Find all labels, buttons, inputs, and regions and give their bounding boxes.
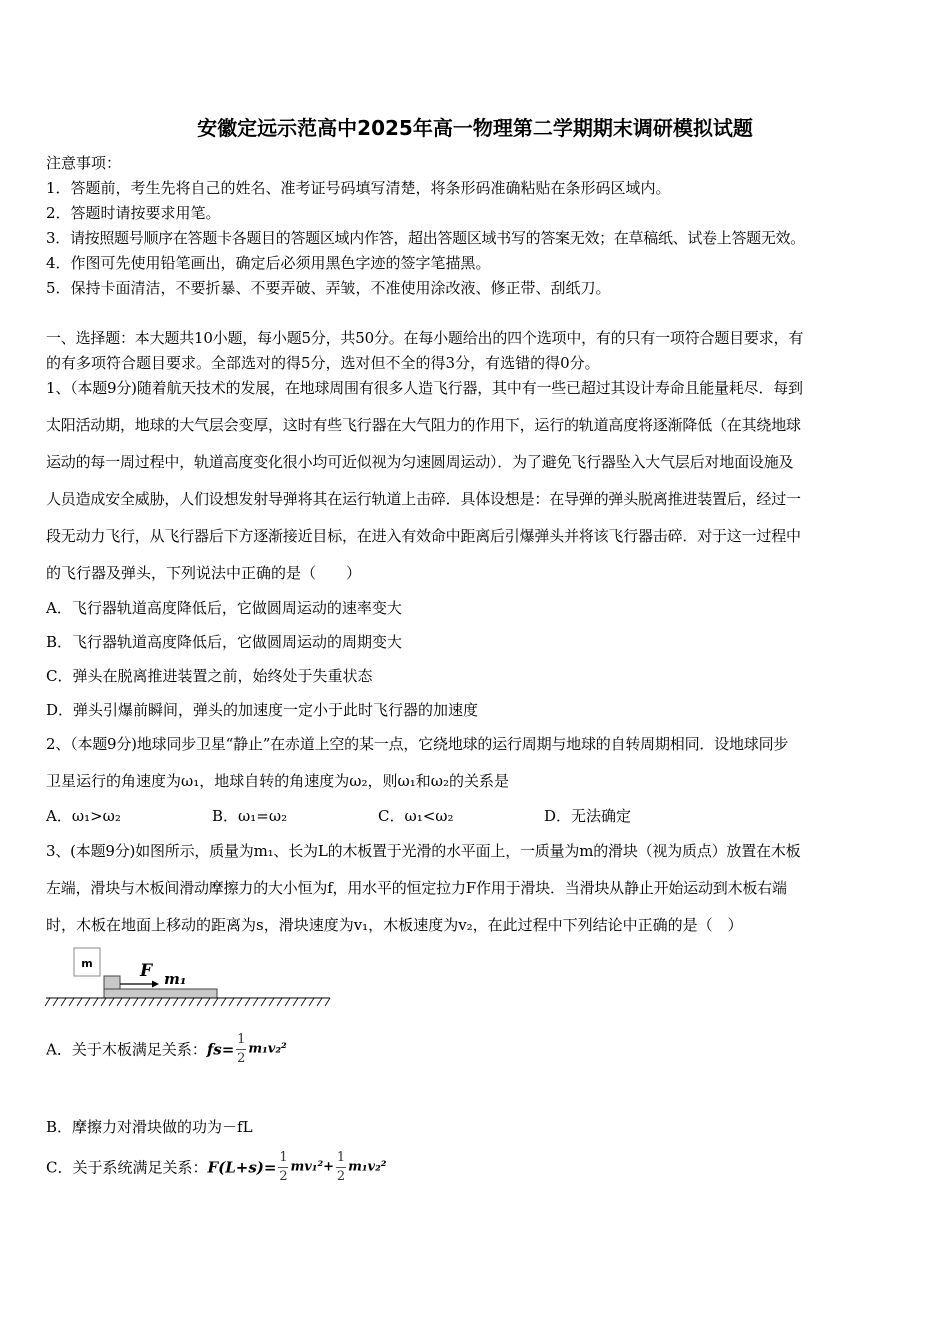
question-1-option-d: D．弹头引爆前瞬间，弹头的加速度一定小于此时飞行器的加速度 — [46, 701, 479, 719]
option-a-rhs: m₁v₂² — [248, 1041, 287, 1057]
option-c-term2: m₁v₂² — [348, 1159, 387, 1175]
option-c-lhs: F(L+s)= — [207, 1158, 277, 1177]
block-board-diagram — [44, 946, 334, 1010]
wooden-board — [104, 989, 217, 998]
question-3-text: 时，木板在地面上移动的距离为s，滑块速度为v₁，木板速度为v₂，在此过程中下列结论中正确的是（ ） — [46, 916, 743, 934]
question-3-option-a — [46, 1032, 287, 1067]
question-1-text: 段无动力飞行，从飞行器后下方逐渐接近目标，在进入有效命中距离后引爆弹头并将该飞行器击碎．对于这一过程中 — [46, 527, 801, 545]
question-2-option-a: A．ω₁>ω₂ — [46, 807, 121, 825]
fraction — [236, 1032, 246, 1067]
notice-item: 4．作图可先使用铅笔画出，确定后必须用黑色字迹的签字笔描黑。 — [46, 254, 491, 272]
notice-item: 3．请按照题号顺序在答题卡各题目的答题区域内作答，超出答题区域书写的答案无效；在草稿纸、试卷上答题无效。 — [46, 229, 805, 247]
fraction-numerator: 1 — [336, 1150, 346, 1165]
option-c-term1: mv₁²+ — [290, 1159, 335, 1175]
question-3-text: 左端，滑块与木板间滑动摩擦力的大小恒为f，用水平的恒定拉力F作用于滑块．当滑块从静止开始运动到木板右端 — [46, 879, 787, 897]
section-heading: 的有多项符合题目要求。全部选对的得5分，选对但不全的得3分，有选错的得0分。 — [46, 354, 600, 372]
slider-block — [104, 976, 120, 989]
option-c-prefix: C．关于系统满足关系： — [46, 1158, 208, 1177]
question-3-option-b: B．摩擦力对滑块做的功为－fL — [46, 1118, 253, 1136]
question-1-text: 1、（本题9分)随着航天技术的发展，在地球周围有很多人造飞行器，其中有一些已超过其设计寿命且能量耗尽．每到 — [46, 379, 803, 397]
question-2-option-d: D．无法确定 — [544, 807, 632, 825]
notice-heading: 注意事项： — [46, 154, 122, 172]
question-1-option-b: B．飞行器轨道高度降低后，它做圆周运动的周期变大 — [46, 633, 403, 651]
question-2-text: 卫星运行的角速度为ω₁，地球自转的角速度为ω₂，则ω₁和ω₂的关系是 — [46, 772, 509, 790]
question-3-option-c — [46, 1150, 386, 1185]
question-2-option-b: B．ω₁=ω₂ — [212, 807, 288, 825]
fraction-denominator: 2 — [279, 1169, 288, 1184]
ground-hatching — [45, 998, 330, 1006]
page-title: 安徽定远示范高中2025年高一物理第二学期期末调研模拟试题 — [197, 116, 753, 140]
question-2-option-c: C．ω₁<ω₂ — [378, 807, 454, 825]
section-heading: 一、选择题：本大题共10小题，每小题5分，共50分。在每小题给出的四个选项中，有的只有一项符合题目要求，有 — [46, 329, 804, 347]
question-1-text: 人员造成安全威胁，人们设想发射导弹将其在运行轨道上击碎．具体设想是：在导弹的弹头脱离推进装置后，经过一 — [46, 490, 801, 508]
question-1-text: 的飞行器及弹头，下列说法中正确的是（ ） — [46, 564, 362, 582]
fraction-denominator: 2 — [336, 1169, 346, 1184]
question-1-text: 运动的每一周过程中，轨道高度变化很小均可近似视为匀速圆周运动）．为了避免飞行器坠入大气层后对地面设施及 — [46, 453, 794, 471]
force-arrowhead-icon — [152, 981, 159, 988]
option-a-lhs: fs= — [206, 1040, 235, 1059]
notice-item: 2．答题时请按要求用笔。 — [46, 204, 221, 222]
question-1-option-c: C．弹头在脱离推进装置之前，始终处于失重状态 — [46, 667, 373, 685]
force-label: F — [140, 961, 153, 981]
question-1-option-a: A．飞行器轨道高度降低后，它做圆周运动的速率变大 — [46, 599, 402, 617]
block-label: m — [81, 957, 93, 970]
board-label: m₁ — [164, 970, 187, 988]
fraction — [278, 1150, 288, 1185]
fraction — [336, 1150, 346, 1185]
notice-item: 5．保持卡面清洁，不要折暴、不要弄破、弄皱，不准使用涂改液、修正带、刮纸刀。 — [46, 279, 611, 297]
option-a-prefix: A．关于木板满足关系： — [46, 1040, 207, 1059]
fraction-numerator: 1 — [237, 1032, 246, 1047]
notice-item: 1．答题前，考生先将自己的姓名、准考证号码填写清楚，将条形码准确粘贴在条形码区域内。 — [46, 179, 671, 197]
question-1-text: 太阳活动期，地球的大气层会变厚，这时有些飞行器在大气阻力的作用下，运行的轨道高度将逐渐降低（在其绕地球 — [46, 416, 801, 434]
fraction-numerator: 1 — [279, 1150, 288, 1165]
fraction-denominator: 2 — [237, 1051, 246, 1066]
question-3-text: 3、(本题9分)如图所示，质量为m₁、长为L的木板置于光滑的水平面上，一质量为m的滑块（视为质点）放置在木板 — [46, 842, 801, 860]
question-2-text: 2、（本题9分)地球同步卫星“静止”在赤道上空的某一点，它绕地球的运行周期与地球的自转周期相同．设地球同步 — [46, 735, 789, 753]
